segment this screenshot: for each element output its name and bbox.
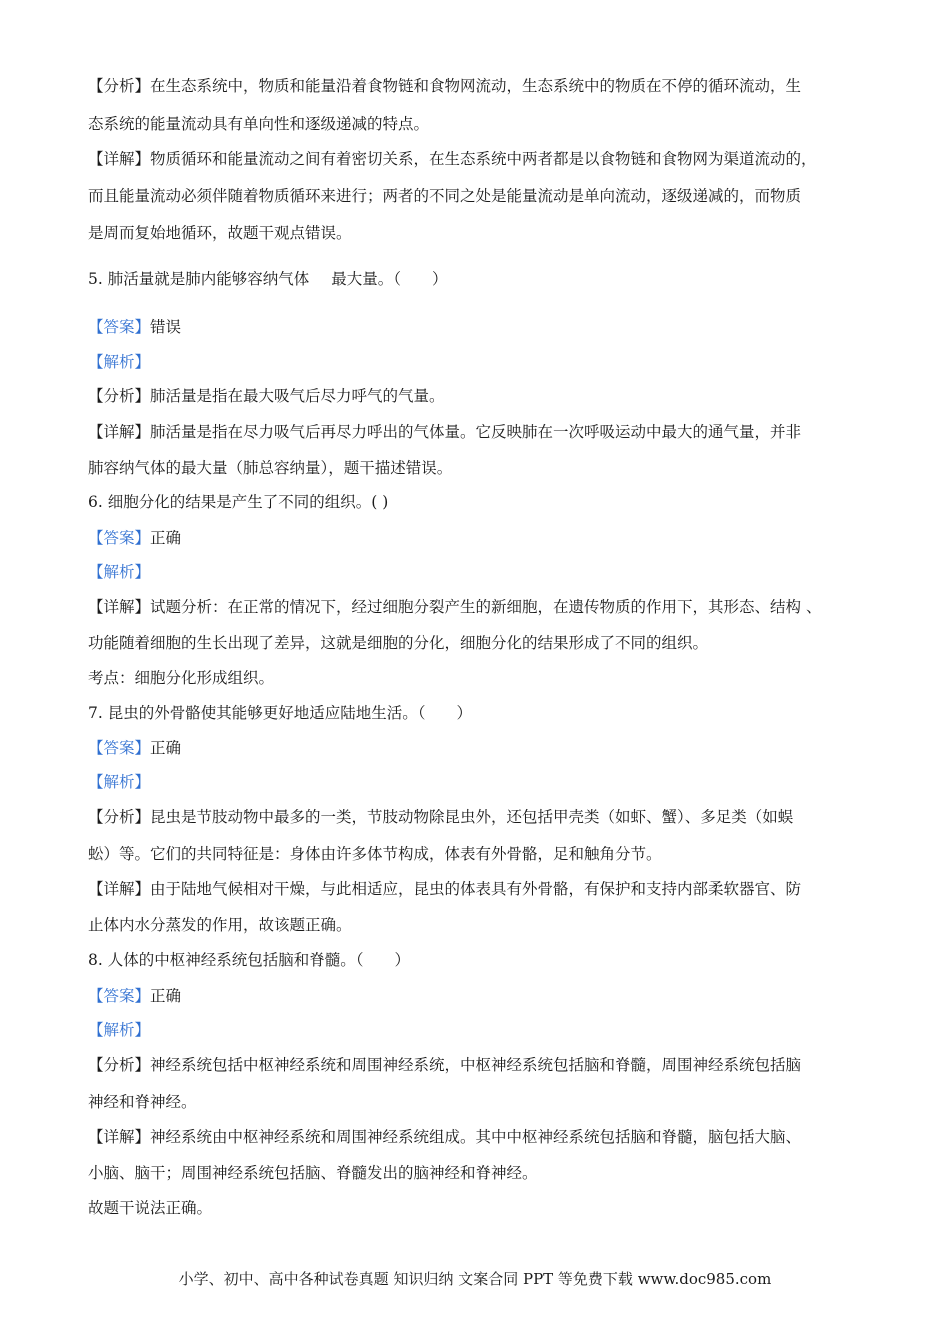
text: 在生态系统中，物质和能量沿着食物链和食物网流动，生态系统中的物质在不停的循环流动，生 <box>150 77 802 95</box>
tag-answer: 【答案】 <box>88 318 151 336</box>
tag-detail: 【详解】 <box>88 1128 151 1146</box>
text: 神经系统包括中枢神经系统和周围神经系统，中枢神经系统包括脑和脊髓，周围神经系统包括脑 <box>150 1056 802 1074</box>
detail-line <box>88 148 878 170</box>
question-5 <box>88 268 878 290</box>
answer-value: 正确 <box>150 739 182 757</box>
tag-explanation: 【解析】 <box>88 1021 151 1039</box>
tag-analysis: 【分析】 <box>88 387 151 405</box>
explanation-line <box>88 1019 878 1041</box>
question-8 <box>88 949 878 971</box>
tag-analysis: 【分析】 <box>88 1056 151 1074</box>
tag-detail: 【详解】 <box>88 423 151 441</box>
text: 物质循环和能量流动之间有着密切关系，在生态系统中两者都是以食物链和食物网为渠道流动的， <box>150 150 817 168</box>
text: 是周而复始地循环，故题干观点错误。 <box>88 224 352 242</box>
tag-detail: 【详解】 <box>88 598 151 616</box>
text: 神经系统由中枢神经系统和周围神经系统组成。其中中枢神经系统包括脑和脊髓，脑包括大脑、 <box>150 1128 802 1146</box>
detail-line <box>88 1162 878 1184</box>
detail-line <box>88 185 878 207</box>
text: 故题干说法正确。 <box>88 1199 213 1217</box>
answer-line <box>88 527 878 549</box>
question-7 <box>88 702 878 724</box>
analysis-line <box>88 385 878 407</box>
text: 昆虫是节肢动物中最多的一类，节肢动物除昆虫外，还包括甲壳类（如虾、蟹）、多足类（如蜈 <box>150 808 794 826</box>
answer-line <box>88 985 878 1007</box>
tag-explanation: 【解析】 <box>88 563 151 581</box>
text: 态系统的能量流动具有单向性和逐级递减的特点。 <box>88 115 430 133</box>
question-6 <box>88 491 878 513</box>
detail-line <box>88 878 878 900</box>
detail-line <box>88 1126 878 1148</box>
text: 考点：细胞分化形成组织。 <box>88 669 275 687</box>
text: 7. 昆虫的外骨骼使其能够更好地适应陆地生活。（ ） <box>88 704 472 722</box>
detail-line <box>88 222 878 244</box>
text: 由于陆地气候相对干燥，与此相适应，昆虫的体表具有外骨骼，有保护和支持内部柔软器官、防 <box>150 880 802 898</box>
text: 8. 人体的中枢神经系统包括脑和脊髓。（ ） <box>88 951 410 969</box>
conclusion-line <box>88 1197 878 1219</box>
page-footer: 小学、初中、高中各种试卷真题 知识归纳 文案合同 PPT 等免费下载 www.doc985.com <box>178 1270 772 1288</box>
text: 肺容纳气体的最大量（肺总容纳量），题干描述错误。 <box>88 459 453 477</box>
detail-line <box>88 596 878 618</box>
explanation-line <box>88 771 878 793</box>
analysis-line <box>88 843 878 865</box>
tag-answer: 【答案】 <box>88 987 151 1005</box>
explanation-line <box>88 561 878 583</box>
tag-analysis: 【分析】 <box>88 77 151 95</box>
answer-line <box>88 737 878 759</box>
analysis-line <box>88 806 878 828</box>
text: 肺活量是指在尽力吸气后再尽力呼出的气体量。它反映肺在一次呼吸运动中最大的通气量，并非 <box>150 423 802 441</box>
tag-explanation: 【解析】 <box>88 353 151 371</box>
text: 止体内水分蒸发的作用，故该题正确。 <box>88 916 352 934</box>
tag-detail: 【详解】 <box>88 150 151 168</box>
text: 肺活量是指在最大吸气后尽力呼气的气量。 <box>150 387 445 405</box>
explanation-line <box>88 351 878 373</box>
answer-value: 错误 <box>150 318 182 336</box>
text: 蚣）等。它们的共同特征是：身体由许多体节构成，体表有外骨骼，足和触角分节。 <box>88 845 662 863</box>
text: 6. 细胞分化的结果是产生了不同的组织。( ) <box>88 493 389 511</box>
text: 神经和脊神经。 <box>88 1093 197 1111</box>
tag-analysis: 【分析】 <box>88 808 151 826</box>
answer-line <box>88 316 878 338</box>
answer-value: 正确 <box>150 987 182 1005</box>
tag-detail: 【详解】 <box>88 880 151 898</box>
detail-line <box>88 421 878 443</box>
analysis-line <box>88 113 878 135</box>
tag-answer: 【答案】 <box>88 739 151 757</box>
text: 而且能量流动必须伴随着物质循环来进行；两者的不同之处是能量流动是单向流动，逐级递减的，而物质 <box>88 187 802 205</box>
tag-answer: 【答案】 <box>88 529 151 547</box>
key-point-line <box>88 667 878 689</box>
detail-line <box>88 914 878 936</box>
question-5-part-b: 最大量。（ ） <box>331 270 448 288</box>
text: 功能随着细胞的生长出现了差异，这就是细胞的分化，细胞分化的结果形成了不同的组织。 <box>88 634 709 652</box>
detail-line <box>88 632 878 654</box>
question-5-part-a: 5. 肺活量就是肺内能够容纳气体 <box>88 270 310 288</box>
analysis-line <box>88 1091 878 1113</box>
text: 试题分析：在正常的情况下，经过细胞分裂产生的新细胞，在遗传物质的作用下，其形态、结构 、 <box>150 598 822 616</box>
tag-explanation: 【解析】 <box>88 773 151 791</box>
analysis-line <box>88 75 878 97</box>
text: 小脑、脑干；周围神经系统包括脑、脊髓发出的脑神经和脊神经。 <box>88 1164 538 1182</box>
analysis-line <box>88 1054 878 1076</box>
detail-line <box>88 457 878 479</box>
answer-value: 正确 <box>150 529 182 547</box>
